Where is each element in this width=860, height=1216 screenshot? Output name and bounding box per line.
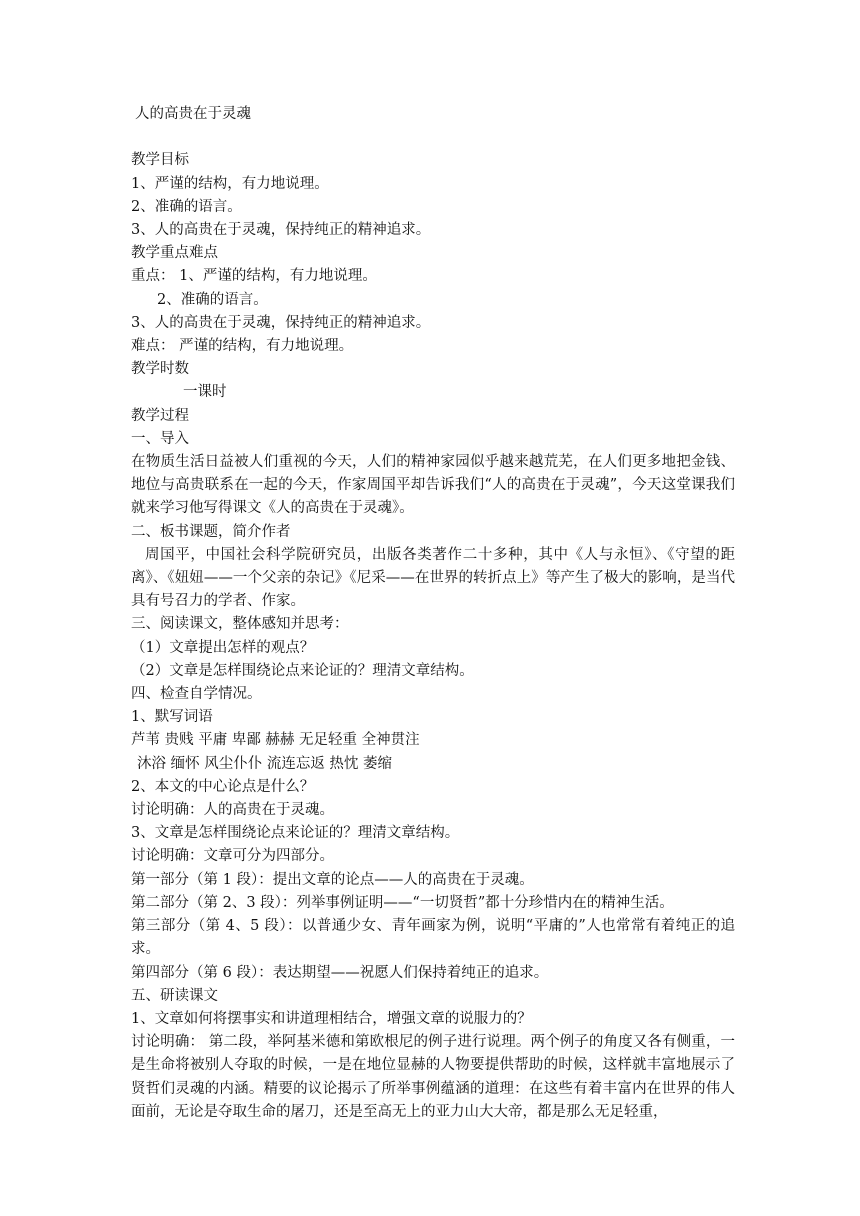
keypoint-item: 重点： 1、严谨的结构，有力地说理。	[131, 268, 377, 285]
section-heading: 四、检查自学情况。	[131, 686, 262, 703]
structure-part: 第一部分（第 1 段）：提出文章的论点——人的高贵在于灵魂。	[131, 871, 534, 888]
keypoint-difficulty: 难点： 严谨的结构，有力地说理。	[131, 338, 354, 355]
author-paragraph: 周国平，中国社会科学院研究员，出版各类著作二十多种，其中《人与永恒》、《守望的距离》、《妞妞——一个父亲的杂记》《尼采——在世界的转折点上》等产生了极大的影响，是当代具有号召力的学者、作家。	[131, 546, 735, 610]
vocabulary-line: 芦苇 贵贱 平庸 卑鄙 赫赫 无足轻重 全神贯注	[131, 732, 420, 749]
objective-item: 1、严谨的结构，有力地说理。	[131, 175, 329, 192]
objectives-heading: 教学目标	[131, 152, 189, 169]
discussion-paragraph: 讨论明确： 第二段，举阿基米德和第欧根尼的例子进行说理。两个例子的角度又各有侧重，一是生命将被别人夺取的时候，一是在地位显赫的人物要提供帮助的时候，这样就丰富地展示了贤哲们灵魂的内涵。精要的议论揭示了所举事例蕴涵的道理：在这些有着丰富内在世界的伟人面前，无论是夺取生命的屠刀，还是至高无上的亚力山大大帝，都是那么无足轻重，	[131, 1034, 735, 1120]
keypoints-heading: 教学重点难点	[131, 245, 218, 262]
objective-item: 3、人的高贵在于灵魂，保持纯正的精神追求。	[131, 222, 431, 238]
hours-heading: 教学时数	[131, 361, 189, 378]
section-heading: 一、导入	[131, 430, 189, 447]
question-item: 1、文章如何将摆事实和讲道理相结合，增强文章的说服力的？	[131, 1010, 532, 1027]
task-answer: 讨论明确：人的高贵在于灵魂。	[131, 802, 334, 819]
task-item: 3、文章是怎样围绕论点来论证的？理清文章结构。	[131, 825, 460, 842]
question-item: （1）文章提出怎样的观点？	[131, 639, 315, 656]
keypoint-item: 2、准确的语言。	[157, 291, 268, 308]
structure-part: 第二部分（第 2、3 段）：列举事例证明——“一切贤哲”都十分珍惜内在的精神生活。	[131, 894, 674, 911]
document-title: 人的高贵在于灵魂	[135, 106, 251, 122]
task-item: 1、默写词语	[131, 709, 213, 726]
keypoint-item: 3、人的高贵在于灵魂，保持纯正的精神追求。	[131, 314, 431, 331]
hours-value: 一课时	[183, 384, 227, 401]
blank-line	[131, 126, 735, 149]
document-page	[131, 103, 735, 1124]
structure-part: 第四部分（第 6 段）：表达期望——祝愿人们保持着纯正的追求。	[131, 964, 549, 981]
task-answer: 讨论明确：文章可分为四部分。	[131, 848, 334, 865]
task-item: 2、本文的中心论点是什么？	[131, 778, 315, 795]
process-heading: 教学过程	[131, 407, 189, 424]
question-item: （2）文章是怎样围绕论点来论证的？理清文章结构。	[131, 662, 474, 679]
vocabulary-line: 沐浴 缅怀 风尘仆仆 流连忘返 热忱 萎缩	[137, 755, 393, 772]
section-heading: 二、板书课题，简介作者	[131, 523, 291, 540]
section-heading: 三、阅读课文，整体感知并思考：	[131, 616, 349, 633]
intro-paragraph: 在物质生活日益被人们重视的今天，人们的精神家园似乎越来越荒芜，在人们更多地把金钱、地位与高贵联系在一起的今天，作家周国平却告诉我们“人的高贵在于灵魂”，今天这堂课我们就来学习他写得课文《人的高贵在于灵魂》。	[131, 454, 735, 517]
objective-item: 2、准确的语言。	[131, 198, 242, 215]
structure-part: 第三部分（第 4、5 段）：以普通少女、青年画家为例，说明“平庸的”人也常常有着纯正的追求。	[131, 918, 735, 958]
section-heading: 五、研读课文	[131, 987, 218, 1004]
